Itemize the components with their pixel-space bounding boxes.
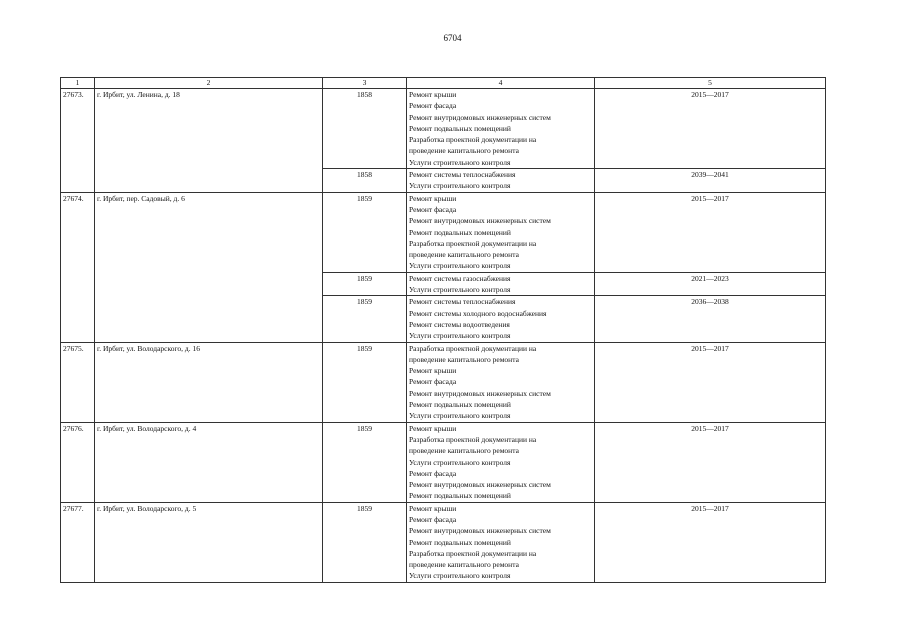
address-cell: г. Ирбит, ул. Володарского, д. 5 xyxy=(95,502,323,582)
work-item: Ремонт подвальных помещений xyxy=(409,123,511,133)
work-item: Ремонт подвальных помещений xyxy=(409,400,511,410)
period-cell: 2039—2041 xyxy=(595,169,826,193)
work-item: Ремонт фасада xyxy=(409,468,457,478)
column-header: 4 xyxy=(407,78,595,89)
entry-number: 27674. xyxy=(61,192,95,342)
work-item: Услуги строительного контроля xyxy=(409,261,511,271)
work-item: Ремонт фасада xyxy=(409,377,457,387)
work-item: Ремонт крыши xyxy=(409,503,457,513)
column-header: 3 xyxy=(323,78,407,89)
work-item: Ремонт системы газоснабжения xyxy=(409,273,511,283)
address-cell: г. Ирбит, ул. Ленина, д. 18 xyxy=(95,89,323,193)
work-item: Ремонт крыши xyxy=(409,193,457,203)
page-number: 6704 xyxy=(443,33,462,43)
work-item: Услуги строительного контроля xyxy=(409,181,511,191)
works-cell xyxy=(407,89,595,169)
work-item: Разработка проектной документации на xyxy=(409,343,537,353)
works-cell xyxy=(407,192,595,272)
work-item: Разработка проектной документации на xyxy=(409,238,537,248)
works-cell xyxy=(407,342,595,422)
work-item: Ремонт фасада xyxy=(409,101,457,111)
works-cell xyxy=(407,422,595,502)
work-item: Ремонт системы теплоснабжения xyxy=(409,297,516,307)
work-item: Ремонт системы водоотведения xyxy=(409,319,510,329)
work-item: Ремонт крыши xyxy=(409,366,457,376)
year-cell: 1859 xyxy=(323,296,407,342)
table-row xyxy=(61,342,826,422)
header-row xyxy=(61,78,826,89)
table-row xyxy=(61,422,826,502)
work-item: Услуги строительного контроля xyxy=(409,157,511,167)
work-item: Услуги строительного контроля xyxy=(409,411,511,421)
work-item: Ремонт внутридомовых инженерных систем xyxy=(409,526,551,536)
table-row xyxy=(61,89,826,169)
work-item: Услуги строительного контроля xyxy=(409,331,511,341)
work-item: Ремонт системы холодного водоснабжения xyxy=(409,308,547,318)
period-cell: 2015—2017 xyxy=(595,89,826,169)
work-item: Разработка проектной документации на xyxy=(409,434,537,444)
period-cell: 2021—2023 xyxy=(595,272,826,296)
year-cell: 1859 xyxy=(323,272,407,296)
work-item: Ремонт внутридомовых инженерных систем xyxy=(409,112,551,122)
work-item: Ремонт системы теплоснабжения xyxy=(409,170,516,180)
work-item: Ремонт внутридомовых инженерных систем xyxy=(409,388,551,398)
works-cell xyxy=(407,296,595,342)
work-item: Услуги строительного контроля xyxy=(409,571,511,581)
work-item: Ремонт фасада xyxy=(409,204,457,214)
column-header: 2 xyxy=(95,78,323,89)
entry-number: 27675. xyxy=(61,342,95,422)
year-cell: 1859 xyxy=(323,502,407,582)
table-row xyxy=(61,192,826,272)
entry-number: 27677. xyxy=(61,502,95,582)
year-cell: 1858 xyxy=(323,89,407,169)
work-item: Ремонт крыши xyxy=(409,423,457,433)
address-cell: г. Ирбит, ул. Володарского, д. 16 xyxy=(95,342,323,422)
entry-number: 27676. xyxy=(61,422,95,502)
work-item: Ремонт подвальных помещений xyxy=(409,537,511,547)
work-item: Ремонт фасада xyxy=(409,514,457,524)
works-cell xyxy=(407,169,595,193)
work-item: Услуги строительного контроля xyxy=(409,285,511,295)
work-item: проведение капитального ремонта xyxy=(409,146,519,156)
work-item: проведение капитального ремонта xyxy=(409,446,519,456)
period-cell: 2015—2017 xyxy=(595,192,826,272)
address-cell: г. Ирбит, ул. Володарского, д. 4 xyxy=(95,422,323,502)
period-cell: 2015—2017 xyxy=(595,342,826,422)
work-item: Ремонт внутридомовых инженерных систем xyxy=(409,216,551,226)
work-item: Ремонт внутридомовых инженерных систем xyxy=(409,480,551,490)
work-item: Ремонт подвальных помещений xyxy=(409,227,511,237)
works-cell xyxy=(407,272,595,296)
year-cell: 1859 xyxy=(323,342,407,422)
year-cell: 1858 xyxy=(323,169,407,193)
address-cell: г. Ирбит, пер. Садовый, д. 6 xyxy=(95,192,323,342)
table-row xyxy=(61,502,826,582)
period-cell: 2036—2038 xyxy=(595,296,826,342)
work-item: проведение капитального ремонта xyxy=(409,354,519,364)
year-cell: 1859 xyxy=(323,192,407,272)
table-body xyxy=(61,89,826,583)
column-header: 5 xyxy=(595,78,826,89)
work-item: проведение капитального ремонта xyxy=(409,560,519,570)
repair-schedule-table xyxy=(60,77,826,583)
work-item: Ремонт подвальных помещений xyxy=(409,491,511,501)
period-cell: 2015—2017 xyxy=(595,502,826,582)
work-item: проведение капитального ремонта xyxy=(409,250,519,260)
work-item: Разработка проектной документации на xyxy=(409,548,537,558)
works-cell xyxy=(407,502,595,582)
period-cell: 2015—2017 xyxy=(595,422,826,502)
work-item: Ремонт крыши xyxy=(409,90,457,99)
year-cell: 1859 xyxy=(323,422,407,502)
work-item: Разработка проектной документации на xyxy=(409,135,537,145)
column-header: 1 xyxy=(61,78,95,89)
entry-number: 27673. xyxy=(61,89,95,193)
work-item: Услуги строительного контроля xyxy=(409,457,511,467)
